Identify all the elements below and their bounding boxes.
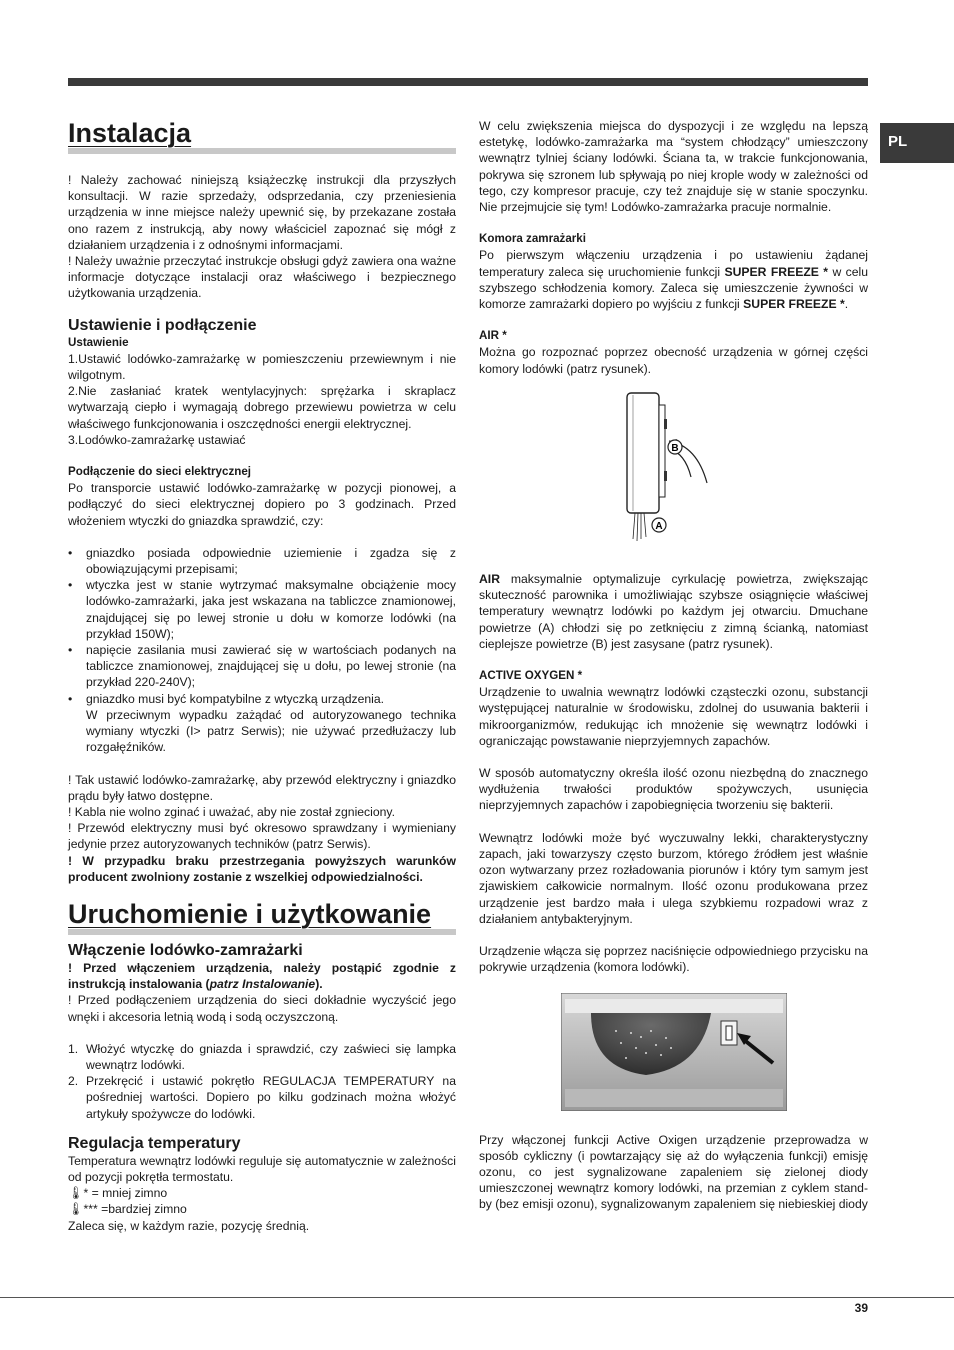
setup-item-2: 2.Nie zasłaniać kratek wentylacyjnych: sprężarka i skraplacz wytwarzają ciepło i wymagają dobrego przewiewu powietrza w celu właściwego funkcjonowania i oszczędności energii elektrycznej. [68,384,456,431]
label-a: A [655,520,663,532]
electric-checklist [68,545,456,756]
intro-paragraph-1: ! Należy zachować niniejszą książeczkę instrukcji dla przyszłych konsultacji. W razie sprzedaży, odsprzedania, czy przeniesienia urządzenia w inne miejsce należy upewnić się, by przekazane została ono razem z instrukcją, aby nowy właściciel zapoznać się mógł z działaniem urządzenia i z odnośnymi informacjami. [68,173,456,252]
oxygen-paragraph-1: Urządzenie to uwalnia wewnątrz lodówki cząsteczki ozonu, substancji występującej naturalnie w środowisku, zdolnej do usuwania bakterii i mikroorganizmów, redukując ich mnożenie się wewnątrz lodówki i ograniczając powstawanie nieprzyjemnych zapachów. [479,685,868,748]
start-instruction: ! Przed włączeniem urządzenia, należy postąpić zgodnie z instrukcją instalowania (patrz Instalowanie). [68,960,456,992]
page-number: 39 [854,1301,868,1315]
thermometer-icon: 🌡 [68,1186,84,1201]
start-steps [68,1041,456,1122]
section-setup: Ustawienie i podłączenie [68,316,257,334]
left-column [68,118,456,1234]
title-use: Uruchomienie i użytkowanie [68,899,456,929]
warning-4: ! W przypadku braku przestrzegania powyższych warunków producent zwolniony zostanie z wszelkiej odpowiedzialności. [68,853,456,884]
temperature-more-cold: 🌡*** =bardziej zimno [68,1202,187,1217]
start-cleaning: ! Przed podłączeniem urządzenia do sieci dokładnie wyczyścić jego wnęki i akcesoria letnią wodą i sodą oczyszczoną. [68,993,456,1024]
temperature-less-cold: 🌡* = mniej zimno [68,1186,168,1201]
air-paragraph-1: Można go rozpoznać poprzez obecność urządzenia w górnej części komory lodówki (patrz rysunek). [479,345,868,376]
sub-active-oxygen: ACTIVE OXYGEN * [479,669,583,683]
intro-paragraph-2: ! Należy uważnie przeczytać instrukcje obsługi gdyż zawiera ona ważne informacje dotyczące instalacji oraz właściwego i bezpiecznego użytkowania urządzenia. [68,254,456,301]
freezer-paragraph: Po pierwszym włączeniu urządzenia i po ustawieniu żądanej temperatury zaleca się uruchomienie funkcji SUPER FREEZE * w celu szybszego schłodzenia komory. Zaleca się umieszczenie żywności w komorze zamrażarki dopiero po wyjściu z funkcji SUPER FREEZE *. [479,248,868,312]
list-item: • gniazdko musi być kompatybilne z wtyczką urządzenia. W przeciwnym wypadku zażądać od autoryzowanego technika wymiany wtyczki (I> patrz Serwis); nie używać przedłużaczy lub rozgałęźników. [68,691,456,756]
title-installation: Instalacja [68,118,456,148]
warning-2: ! Kabla nie wolno zginać i uważać, aby nie został zgnieciony. [68,804,395,819]
oxygen-paragraph-4: Urządzenie włącza się poprzez naciśnięcie odpowiedniego przycisku na pokrywie urządzenia (komora lodówki). [479,943,868,975]
oxygen-paragraph-5: Przy włączonej funkcji Active Oxigen urządzenie przeprowadza w sposób cykliczny (i powtarzający się aż do wyłączenia funkcji) emisję ozonu, co jest sygnalizowane zapaleniem się zielonej diody umieszczonej wewnątrz komory lodówki, na przemian z cyklem stand-by (bez emisji ozonu), sygnalizowanym zapaleniem się niebieskiej diody [479,1132,868,1212]
language-tab: PL [880,123,954,163]
list-item: • wtyczka jest w stanie wytrzymać maksymalne obciążenie mocy lodówko-zamrażarki, jaka jest wskazana na tabliczce znamionowej, znajdującej się po lewej stronie u dołu w komorze lodówki (na przykład 150W); [68,577,456,642]
electric-intro: Po transporcie ustawić lodówko-zamrażarkę w pozycji pionowej, a podłączyć do sieci elektrycznej dopiero po 3 godzinach. Przed włożeniem wtyczki do gniazdka sprawdzić, czy: [68,481,456,528]
sub-air: AIR * [479,329,507,343]
section-start: Włączenie lodówko-zamrażarki [68,941,303,959]
list-item: • gniazdko posiada odpowiednie uziemienie i zgadza się z obowiązującymi przepisami; [68,545,456,577]
temperature-recommendation: Zaleca się, w każdym razie, pozycję średnią. [68,1218,310,1233]
temperature-text: Temperatura wewnątrz lodówki reguluje się automatycznie w zależności od pozycji pokrętła termostatu. [68,1153,456,1184]
list-item: 1. Włożyć wtyczkę do gniazda i sprawdzić, czy zaświeci się lampka wewnątrz lodówki. [68,1041,456,1072]
label-b: B [671,442,679,454]
list-item: 2. Przekręcić i ustawić pokrętło REGULACJA TEMPERATURY na pośredniej wartości. Dopiero po kilku godzinach można włożyć artykuły spożywcze do lodówki. [68,1074,456,1121]
active-oxygen-photo [561,993,787,1111]
cooling-system-paragraph: W celu zwiększenia miejsca do dyspozycji i ze względu na lepszą estetykę, lodówko-zamrażarka ma “system chłodzący” umieszczony wewnątrz tylniej ściany lodówki. Ściana ta, w trakcie funkcjonowania, pokrywa się szronem lub spływają po niej krople wody w zależności od tego, czy kompresor pracuje, czy też znajduje się w stanie spoczynku. Nie przejmujcie się tym! Lodówko-zamrażarka pracuje normalnie. [479,119,868,215]
oxygen-paragraph-3: Wewnątrz lodówki może być wyczuwalny lekki, charakterystyczny zapach, jaki towarzyszy często burzom, którego źródłem jest właśnie ozon wytwarzany przez rozładowania piorunów i który tym samym jest zjawiskiem całkowicie normalnym. Ilość ozonu produkowana przez urządzenie jest bardzo mała i ulega szybkiemu rozpadowi wraz z działaniem antybakteryjnym. [479,830,868,926]
sub-freezer: Komora zamrażarki [479,232,586,246]
oxygen-paragraph-2: W sposób automatyczny określa ilość ozonu niezbędną do znacznego wydłużenia trwałości produktów spożywczych, usunięcia nieprzyjemnych zapachów i zapobiegnięcia tworzeniu się bakterii. [479,766,868,813]
top-rule [68,78,868,86]
fridge-back-panel [627,393,659,513]
list-item-continuation: W przeciwnym wypadku zażądać od autoryzowanego technika wymiany wtyczki (I> patrz Serwis); nie używać przedłużaczy lub rozgałęźników. [86,707,456,755]
warning-3: ! Przewód elektryczny musi być okresowo sprawdzany i wymieniany jedynie przez autoryzowanych techników (patrz Serwis). [68,821,456,852]
setup-item-1: 1.Ustawić lodówko-zamrażarkę w pomieszczeniu przewiewnym i nie wilgotnym. [68,351,456,383]
air-diagram [619,391,729,551]
setup-item-3: 3.Lodówko-zamrażarkę ustawiać [68,432,246,447]
list-item: • napięcie zasilania musi zawierać się w wartościach podanych na tabliczce znamionowej, znajdującej się u dołu, po lewej stronie (na przykład 220-240V); [68,642,456,691]
thermometer-icon: 🌡 [68,1202,84,1217]
air-paragraph-2: AIR maksymalnie optymalizuje cyrkulację powietrza, zwiększając skuteczność parownika i umożliwiając szybsze osiągnięcie właściwej temperatury wewnątrz lodówki po każdym jej otwarciu. Dmuchane powietrze (A) chłodzi się po zetknięciu z zimną ścianką, natomiast cieplejsze powietrze (B) jest zasysane (patrz rysunek). [479,572,868,651]
sub-electric: Podłączenie do sieci elektrycznej [68,465,252,479]
bottom-rule [0,1297,954,1298]
warning-1: ! Tak ustawić lodówko-zamrażarkę, aby przewód elektryczny i gniazdko prądu były łatwo dostępne. [68,772,456,803]
right-column [479,118,868,1213]
sub-setup: Ustawienie [68,335,129,349]
section-temperature: Regulacja temperatury [68,1134,241,1152]
